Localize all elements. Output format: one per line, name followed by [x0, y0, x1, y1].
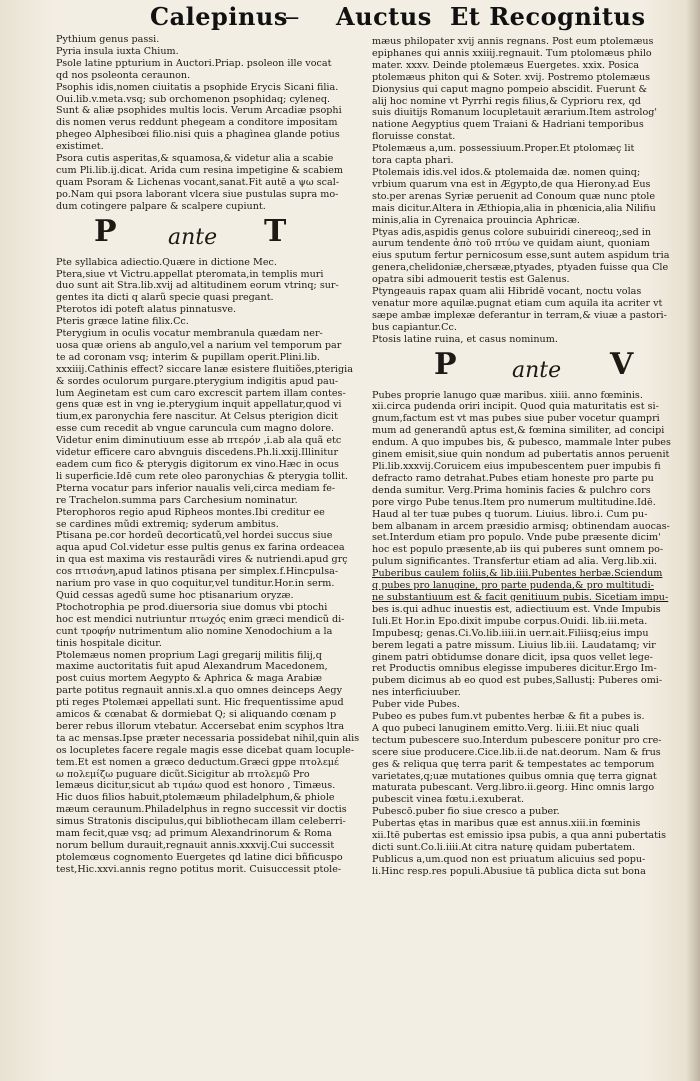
left-column-top-text — [56, 34, 362, 213]
text-line: mum ad generandũ aptus est,& fœmina similiter, ad concipi — [372, 425, 665, 437]
text-line: Pubes proprie lanugo quæ maribus. xiiii. anno fœminis. — [372, 389, 643, 401]
running-head-middle: Auctus — [336, 2, 432, 31]
text-line: set.Interdum etiam pro populo. Vnde pube præsente dicim' — [372, 532, 661, 544]
text-line: Publicus a,um.quod non est priuatum alicuius sed popu- — [372, 853, 646, 865]
text-line: minis,alia in Cyrenaica prouincia Aphricæ. — [372, 214, 580, 226]
text-line: Pubertas ętas in maribus quæ est annus.xiii.in fœminis — [372, 818, 641, 830]
text-line: in qua est maxima vis restaurãdi vires & nutriendi.apud grç — [56, 554, 348, 566]
text-line: cos πτισάνη,apud latinos ptisana per simplex.f.Hincpulsa- — [56, 566, 339, 578]
section-head-p-ante-t — [56, 213, 362, 251]
text-line: duo sunt ait Stra.lib.xvij ad altitudinem eorum vtrinq; sur- — [56, 280, 339, 292]
text-line: ω πολεμίζω puguare dicũt.Sicigitur ab πτολεμῶ Pro — [56, 768, 310, 780]
text-line: cunt τροφήν nutrimentum alio nomine Xenodochium a la — [56, 625, 333, 637]
text-line: ta ac mensas.Ipse præter necessaria possidebat nihil,quin alis — [56, 732, 360, 744]
text-line: ges & reliqua quę terra parit & tempestates ac temporum — [372, 758, 655, 770]
text-line: test,Hic.xxvi.annis regno potitus morit. Cuisuccessit ptole- — [56, 863, 342, 875]
text-line: vrbium quarum vna est in Ægypto,de qua Hierony.ad Eus — [372, 178, 651, 190]
text-line: dis nomen verus reddunt phegeam a conditore impositam — [56, 117, 338, 129]
text-line: Pterotos idi poteft alatus pinnatusve. — [56, 304, 237, 316]
text-line: scere siue producere.Cice.lib.ii.de nat.deorum. Nam & frus — [372, 746, 661, 758]
text-line: natione Aegyptius quem Traiani & Hadriani temporibus — [372, 119, 644, 131]
text-line: li.Hinc resp.res populi.Abusiue tā publica dicta sut bona — [372, 865, 646, 877]
text-line: & sordes oculorum purgare.pterygium indigitis apud pau- — [56, 375, 339, 387]
text-line: videtur efficere caro abvnguis discedens.Ph.li.xxij.Illinitur — [56, 447, 339, 459]
text-line: gnum,factum est vt mas pubes siue puber vocetur quampri — [372, 413, 660, 425]
right-column — [372, 36, 682, 878]
text-line: alij hoc nomine vt Pyrrhi regis filius,& Cyprioru rex, qd — [372, 95, 641, 107]
text-line: qd nos psoleonta ceraunon. — [56, 69, 191, 81]
text-line: Impubesq; genas.Ci.Vo.lib.iiii.in uerr.ait.Filiisq;eius impu — [372, 627, 649, 639]
text-line: os locupletes facere regale magis esse dicebat quam locuple- — [56, 744, 355, 756]
text-line: xii.circa pudenda oriri incipit. Quod quia maturitatis est si- — [372, 401, 659, 413]
text-line: Ptyngeauis rapax quam alii Hibridē vocant, noctu volas — [372, 286, 642, 298]
text-line: mam fecit,quæ vsq; ad primum Alexandrinorum & Roma — [56, 828, 332, 840]
text-line: Ptolemæus a,um. possessiuum.Proper.Et ptolomæç lit — [372, 143, 635, 155]
text-line: Ptochotrophia pe prod.diuersoria siue domus vbi ptochi — [56, 601, 328, 613]
text-line: sto.per arenas Syriæ peruenit ad Conoum quæ nunc ptole — [372, 190, 656, 202]
text-line: denda sumitur. Verg.Prima hominis facies & pulchro cors — [372, 484, 651, 496]
text-line: Ptolemais idis.vel idos.& ptolemaida dæ. nomen quinq; — [372, 166, 641, 178]
text-line: berer rebus illorum vtebatur. Accersebat enim scyphos ltra — [56, 720, 345, 732]
text-line: varietates,q;uæ mutationes quibus omnia quę terra gignat — [372, 770, 657, 782]
text-line: Ptyas adis,aspidis genus colore subuiridi cinereoq;,sed in — [372, 226, 652, 238]
text-line: hoc est mendici nutriuntur πτωχός enim græci mendicũ di- — [56, 613, 345, 625]
text-line: ret Productis omnibus elegisse impuberes dicitur.Ergo Im- — [372, 663, 657, 675]
text-line: nes interficiuuber. — [372, 687, 461, 699]
text-line: ginem patri obtidumse donare dicit, ipsa quos vellet lege- — [372, 651, 653, 663]
section-head-letter-right: T — [264, 213, 287, 249]
text-line: Pli.lib.xxxvij.Coruicem eius impubescentem puer impubis fi — [372, 461, 661, 472]
text-line: tectum pubescere suo.Interdum pubescere ponitur pro cre- — [372, 734, 662, 746]
text-line: Pterygium in oculis vocatur membranula quædam ner- — [56, 328, 323, 340]
text-line: phegeo Alphesibœi filio.nisi quis a phagìnea glande potius — [56, 129, 340, 141]
text-line: tium,ex paronychia fere nascitur. At Celsus pterigion dicit — [56, 411, 338, 423]
text-line: gens quæ est in vng ie.pterygium inquit appellatur,quod vi — [56, 399, 342, 411]
text-line: Sunt & aliæ psophides multis locis. Verum Arcadiæ psophi — [56, 105, 342, 117]
text-line: Hic duos filios habuit,ptolemæum philadelphum,& phiole — [56, 792, 335, 804]
text-line: floruisse constat. — [372, 131, 456, 143]
text-line: cum Pli.lib.ij.dicat. Arida cum resina impetigine & scabiem — [56, 164, 344, 176]
text-line: Quid cessas agedũ sume hoc ptisanarium oryzæ. — [56, 589, 294, 601]
text-line: Haud al ter tuæ pubes q tuorum. Liuius. libro.i. Cum pu- — [372, 508, 648, 520]
text-line: endum. A quo impubes bis, & pubesco, mammale lnter pubes — [372, 437, 671, 449]
text-line: ginem emisit,siue quin nondum ad pubertatis annos peruenit — [372, 449, 670, 461]
text-line: bus capiantur.Cc. — [372, 321, 457, 333]
text-line: Pythium genus passi. — [56, 34, 160, 45]
text-line: hoc est populo præsente,ab iis qui puberes sunt omnem po- — [372, 544, 664, 556]
text-line: Puberibus caulem foliis,& lib.iiii.Pubentes herbæ.Sciendum — [372, 568, 663, 580]
text-line: ptolemœus cognomento Euergetes qd latine dici bñficuspo — [56, 851, 343, 863]
text-line: lum Aeginetam est cum caro excrescit partem illam contes- — [56, 387, 346, 399]
text-line: xii.Itē pubertas est emissio ipsa pubis, a qua anni pubertatis — [372, 830, 666, 842]
right-column-bottom-text — [372, 390, 682, 878]
text-line: Psole latine ppturium in Auctori.Priap. psoleon ille vocat — [56, 57, 332, 69]
section-head-letter-left: P — [94, 213, 117, 249]
text-line: re Trachelon.summa pars Carchesium nominatur. — [56, 494, 298, 506]
running-head — [150, 2, 650, 34]
text-line: mais dicitur.Altera in Æthiopia,alia in phœnicia,alia Nilifiu — [372, 202, 656, 214]
text-line: post cuius mortem Aegypto & Aphrica & maga Arabiæ — [56, 673, 323, 685]
text-line: Ptolemæus nomen proprium Lagi gregarij militis filij,q — [56, 649, 322, 661]
left-column-bottom-text — [56, 257, 362, 876]
page-edge-shadow — [686, 0, 700, 1081]
text-line: Ptera,siue vt Victru.appellat pteromata,in templis muri — [56, 268, 324, 280]
text-line: tora capta phari. — [372, 155, 454, 167]
text-line: suis diuitijs Romanum locupletauit ærarium.Item astrolog' — [372, 107, 658, 119]
text-line: venatur more aquilæ.pugnat etiam cum aquila ita acriter vt — [372, 297, 663, 309]
text-line: mæus philopater xvij annis regnans. Post eum ptolemæus — [372, 36, 654, 47]
text-line: Pubescō.puber fio siue cresco a puber. — [372, 806, 560, 818]
text-line: eius sputum fertur pernicosum esse,sunt autem aspidum tria — [372, 250, 670, 262]
left-column — [56, 34, 362, 876]
text-line: epiphanes qui annis xxiiij.regnauit. Tum ptolomæus philo — [372, 47, 652, 59]
right-column-top-text — [372, 36, 682, 346]
text-line: Iuli.Et Hor.in Epo.dixit impube corpus.Ouidi. lib.iii.meta. — [372, 615, 648, 627]
text-line: narium pro vase in quo coquitur,vel tunditur.Hor.in serm. — [56, 578, 335, 590]
text-line: Ptosis latine ruina, et casus nominum. — [372, 333, 558, 345]
text-line: simus Stratonis discipulus,qui bibliothecam illam celeberri- — [56, 816, 346, 828]
text-line: xxxiiij.Cathinis effect? siccare lanæ esistere fluitiões,pterigia — [56, 363, 353, 375]
text-line: ptolemæus phiton qui & Soter. xvij. Postremo ptolemæus — [372, 71, 651, 83]
running-head-left: Calepinus — [150, 2, 288, 31]
text-line: bes is.qui adhuc inuestis est, adiectiuum est. Vnde Impubis — [372, 603, 661, 615]
text-line: mater. xxxv. Deinde ptolemæus Euergetes. xxix. Posica — [372, 59, 640, 71]
running-head-right: Et Recognitus — [450, 2, 646, 31]
text-line: ne substantiuum est & facit genitiuum pubis. Sicetiam impu- — [372, 591, 669, 603]
section-head-word: ante — [512, 357, 562, 383]
text-line: pubescit vinea fœtu.i.exuberat. — [372, 794, 525, 806]
text-line: amicos & cœnabat & dormiebat Q; si aliquando cœnam p — [56, 709, 337, 721]
text-line: pti reges Ptolemæi appellati sunt. Hic frequentissime apud — [56, 697, 344, 709]
text-line: Oui.lib.v.meta.vsq; sub orchomenon psophidaq; cyleneq. — [56, 93, 331, 105]
section-head-letter-right: V — [610, 346, 634, 382]
text-line: Pyria insula iuxta Chium. — [56, 45, 179, 57]
text-line: li superficie.Idē cum rete oleo paronychias & pterygia tollit. — [56, 470, 348, 482]
text-line: parte potitus regnauit annis.xl.a quo omnes deinceps Aegy — [56, 685, 342, 697]
text-line: gentes ita dicti q alarũ specie quasi pregant. — [56, 292, 274, 304]
text-line: defracto ramo detrahat.Pubes etiam honeste pro parte pu — [372, 472, 654, 484]
text-line: pulum significantes. Transfertur etiam ad alia. Verg.lib.xii. — [372, 556, 658, 568]
text-line: quam Psoram & Lichenas vocant,sanat.Fit autē a ψω scal- — [56, 176, 340, 188]
text-line: lemæus dicitur,sicut ab τιμάω quod est honoro , Timæus. — [56, 780, 336, 792]
text-line: genera,chelidoniæ,chersææ,ptyades, ptyaden fuisse qua Cle — [372, 262, 669, 274]
text-line: tinis hospitale dicitur. — [56, 637, 162, 649]
text-line: te ad coronam vsq; interim & pupillam operit.Plini.lib. — [56, 351, 320, 363]
section-head-word: ante — [168, 224, 218, 250]
text-line: maxime auctoritatis fuit apud Alexandrum Macedonem, — [56, 661, 328, 673]
text-line: berem legati a patre missum. Liuius lib.iii. Laudatamq; vir — [372, 639, 656, 651]
text-line: aqua apud Col.videtur esse pultis genus ex farina ordeacea — [56, 542, 345, 554]
text-line: po.Nam qui psora laborant vlcera siue pustulas supra mo- — [56, 188, 339, 200]
text-line: existimet. — [56, 141, 104, 153]
section-head-letter-left: P — [434, 346, 457, 382]
text-line: dicti sunt.Co.li.iiii.At citra naturę quidam pubertatem. — [372, 842, 636, 853]
text-line: Psophis idis,nomen ciuitatis a psophide Erycis Sicani filia. — [56, 81, 339, 93]
text-line: Ptisana pe.cor hordeũ decorticatũ,vel hordei succus siue — [56, 530, 333, 542]
text-line: maturata pubescant. Verg.libro.ii.georg. Hinc omnis largo — [372, 782, 655, 794]
text-line: opatra sibi admouerit testis est Galenus. — [372, 274, 570, 286]
text-line: sæpe ambæ implexæ deferantur in terram,& viuæ a pastori- — [372, 309, 667, 321]
text-line: norum bellum durauit,regnauit annis.xxxvij.Cui successit — [56, 840, 335, 851]
text-line: dum cotingere palpare & scalpere cupiunt. — [56, 200, 266, 212]
text-line: aurum tendente ἀπὸ τοῦ πτύω ve quidam aiunt, quoniam — [372, 238, 650, 250]
text-line: Pterna vocatur pars inferior naualis veli,circa mediam fe- — [56, 482, 336, 494]
text-line: Pteris græce latine filix.Cc. — [56, 316, 189, 328]
text-line: Psora cutis asperitas,& squamosa,& videtur alia a scabie — [56, 153, 334, 165]
text-line: Pte syllabica adiectio.Quære in dictione Mec. — [56, 256, 277, 268]
text-line: mæum ceraunum.Philadelphus in regno successit vir doctis — [56, 804, 347, 816]
text-line: esse cum recedit ab vngue caruncula cum magno dolore. — [56, 423, 335, 435]
text-line: se cardines mũdi extremiq; syderum ambitus. — [56, 518, 279, 530]
running-head-separator: — — [285, 10, 300, 26]
text-line: eadem cum fico & pterygis digitorum ex vino.Hæc in ocus — [56, 459, 339, 470]
text-line: Pterophoros regio apud Ripheos montes.Ibi creditur ee — [56, 506, 325, 518]
text-line: uosa quæ oriens ab angulo,vel a narium vel temporum par — [56, 339, 342, 351]
text-line: q pubes pro lanugine, pro parte pudenda,& pro multitudi- — [372, 580, 654, 592]
text-line: Pubeo es pubes fum.vt pubentes herbæ & fit a pubes is. — [372, 711, 645, 723]
text-line: pore virgo Pube tenus.Item pro numerum multitudine.Idē. — [372, 496, 656, 508]
text-line: A quo pubeci lanuginem emitto.Verg. li.iii.Et niuc quali — [372, 722, 640, 734]
text-line: bem albanam in arcem præsidio armisq; obtinendam auocas- — [372, 520, 670, 532]
text-line: Dionysius qui caput magno pompeio abscidit. Fuerunt & — [372, 83, 648, 95]
text-line: tem.Et est nomen a græco deductum.Græci gppe πτολεμέ — [56, 756, 340, 768]
text-line: pubem dicimus ab eo quod est pubes,Sallustį: Puberes omi- — [372, 675, 663, 687]
text-line: Videtur enim diminutiuum esse ab πτερόν ,i.ab ala quã etc — [56, 435, 342, 447]
section-head-p-ante-v — [372, 346, 682, 384]
text-line: Puber vide Pubes. — [372, 699, 460, 711]
